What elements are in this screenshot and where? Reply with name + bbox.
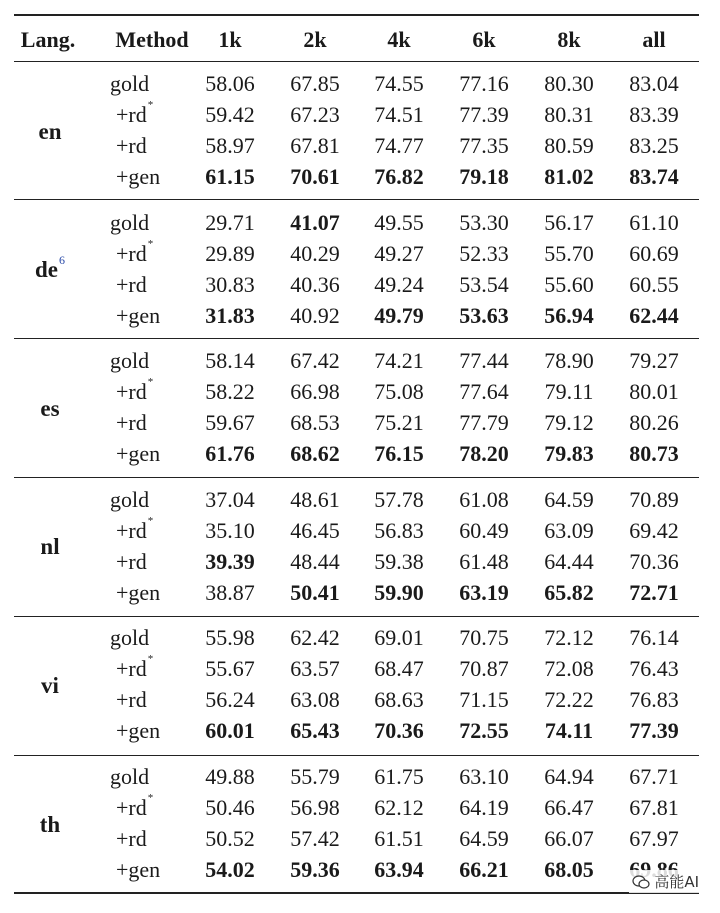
column-header: 2k bbox=[303, 27, 327, 52]
asterisk-marker: * bbox=[147, 376, 154, 389]
method-name: gold bbox=[110, 764, 150, 789]
score-cell: 59.90 bbox=[374, 579, 424, 605]
language-label bbox=[35, 253, 65, 283]
score-cell: 68.47 bbox=[374, 656, 424, 682]
score-cell: 78.90 bbox=[544, 348, 594, 374]
method-name: +rd bbox=[116, 133, 147, 158]
score-cell: 52.33 bbox=[459, 240, 509, 266]
method-name: +gen bbox=[116, 302, 161, 328]
score-cell: 83.25 bbox=[629, 133, 679, 158]
method-name: gold bbox=[110, 348, 150, 374]
score-cell: 68.62 bbox=[290, 441, 340, 467]
score-cell: 64.94 bbox=[544, 764, 594, 789]
group-divider bbox=[14, 755, 699, 756]
score-cell: 61.75 bbox=[374, 764, 424, 789]
score-cell: 64.59 bbox=[459, 826, 509, 851]
score-cell: 76.43 bbox=[629, 656, 679, 682]
group-divider bbox=[14, 199, 699, 200]
score-cell: 53.63 bbox=[459, 302, 509, 328]
method-name: +rd bbox=[116, 795, 147, 820]
score-cell: 55.79 bbox=[290, 764, 340, 789]
group-divider bbox=[14, 477, 699, 478]
score-cell: 76.15 bbox=[374, 441, 424, 467]
score-cell: 49.27 bbox=[374, 240, 424, 266]
watermark bbox=[629, 870, 702, 893]
method-name: +gen bbox=[116, 579, 161, 605]
score-cell: 77.39 bbox=[629, 718, 679, 744]
score-cell: 68.53 bbox=[290, 410, 340, 436]
method-label bbox=[116, 271, 147, 297]
score-cell: 55.67 bbox=[205, 656, 255, 682]
method-name: gold bbox=[110, 625, 150, 651]
method-label bbox=[116, 579, 161, 605]
footnote-marker: 6 bbox=[59, 253, 65, 268]
method-label bbox=[116, 653, 154, 682]
score-cell: 62.44 bbox=[629, 302, 679, 328]
score-cell: 79.18 bbox=[459, 164, 509, 189]
asterisk-marker: * bbox=[147, 653, 154, 666]
score-cell: 49.88 bbox=[205, 764, 255, 789]
score-cell: 61.51 bbox=[374, 826, 424, 851]
score-cell: 80.73 bbox=[629, 441, 679, 467]
method-label bbox=[116, 443, 160, 465]
method-label bbox=[116, 720, 160, 742]
score-cell: 62.12 bbox=[374, 795, 424, 820]
score-cell: 80.26 bbox=[629, 410, 679, 436]
score-cell: 72.22 bbox=[544, 687, 594, 713]
score-cell: 61.48 bbox=[459, 548, 509, 574]
score-cell: 66.98 bbox=[290, 379, 340, 405]
score-cell: 66.07 bbox=[544, 826, 594, 851]
method-label bbox=[116, 859, 160, 881]
method-label bbox=[110, 73, 149, 95]
score-cell: 80.59 bbox=[544, 133, 594, 158]
score-cell: 40.36 bbox=[290, 271, 340, 297]
score-cell: 64.59 bbox=[544, 486, 594, 512]
score-cell: 76.83 bbox=[629, 687, 679, 713]
score-cell: 70.75 bbox=[459, 625, 509, 651]
score-cell: 80.30 bbox=[544, 71, 594, 96]
score-cell: 57.42 bbox=[290, 826, 340, 851]
method-label bbox=[116, 166, 160, 188]
column-header: Method bbox=[115, 27, 189, 52]
score-cell: 59.42 bbox=[205, 102, 255, 127]
score-cell: 56.24 bbox=[205, 687, 255, 713]
score-cell: 72.08 bbox=[544, 656, 594, 682]
method-name: gold bbox=[110, 71, 150, 96]
score-cell: 61.10 bbox=[629, 209, 679, 235]
group-divider bbox=[14, 616, 699, 617]
method-label bbox=[110, 486, 150, 512]
method-name: +gen bbox=[116, 164, 161, 189]
method-label bbox=[110, 209, 150, 235]
score-cell: 79.83 bbox=[544, 441, 594, 467]
score-cell: 50.46 bbox=[205, 795, 255, 820]
score-cell: 56.83 bbox=[374, 517, 424, 543]
score-cell: 79.27 bbox=[629, 348, 679, 374]
score-cell: 50.41 bbox=[290, 579, 340, 605]
score-cell: 67.71 bbox=[629, 764, 679, 789]
score-cell: 67.23 bbox=[290, 102, 340, 127]
score-cell: 29.71 bbox=[205, 209, 255, 235]
score-cell: 64.19 bbox=[459, 795, 509, 820]
score-cell: 60.01 bbox=[205, 718, 255, 744]
method-label bbox=[110, 627, 149, 649]
top-rule bbox=[14, 14, 699, 16]
method-label bbox=[116, 828, 147, 850]
method-name: +rd bbox=[116, 826, 147, 851]
score-cell: 39.39 bbox=[205, 548, 255, 574]
method-label bbox=[116, 548, 147, 574]
score-cell: 58.97 bbox=[205, 133, 255, 158]
score-cell: 63.10 bbox=[459, 764, 509, 789]
score-cell: 61.76 bbox=[205, 441, 255, 467]
score-cell: 65.82 bbox=[544, 579, 594, 605]
score-cell: 83.39 bbox=[629, 102, 679, 127]
score-cell: 31.83 bbox=[205, 302, 255, 328]
language-label bbox=[40, 397, 59, 420]
score-cell: 53.54 bbox=[459, 271, 509, 297]
score-cell: 76.14 bbox=[629, 625, 679, 651]
score-cell: 67.42 bbox=[290, 348, 340, 374]
score-cell: 63.94 bbox=[374, 857, 424, 882]
score-cell: 35.10 bbox=[205, 517, 255, 543]
score-cell: 59.67 bbox=[205, 410, 255, 436]
score-cell: 79.12 bbox=[544, 410, 594, 436]
score-cell: 58.14 bbox=[205, 348, 255, 374]
score-cell: 59.36 bbox=[290, 857, 340, 882]
method-label bbox=[116, 514, 154, 543]
score-cell: 72.55 bbox=[459, 718, 509, 744]
method-label bbox=[110, 766, 149, 788]
score-cell: 63.57 bbox=[290, 656, 340, 682]
score-cell: 70.36 bbox=[374, 718, 424, 744]
score-cell: 38.87 bbox=[205, 579, 255, 605]
language-label bbox=[40, 535, 59, 558]
method-name: +rd bbox=[116, 271, 147, 297]
bottom-rule bbox=[14, 892, 699, 894]
score-cell: 72.12 bbox=[544, 625, 594, 651]
score-cell: 41.07 bbox=[290, 209, 340, 235]
score-cell: 58.22 bbox=[205, 379, 255, 405]
language-code: th bbox=[39, 811, 61, 837]
score-cell: 74.51 bbox=[374, 102, 424, 127]
score-cell: 29.89 bbox=[205, 240, 255, 266]
score-cell: 70.87 bbox=[459, 656, 509, 682]
score-cell: 60.49 bbox=[459, 517, 509, 543]
score-cell: 62.42 bbox=[290, 625, 340, 651]
language-code: de bbox=[35, 257, 58, 283]
score-cell: 69.42 bbox=[629, 517, 679, 543]
score-cell: 80.31 bbox=[544, 102, 594, 127]
score-cell: 69.01 bbox=[374, 625, 424, 651]
score-cell: 53.30 bbox=[459, 209, 509, 235]
score-cell: 49.55 bbox=[374, 209, 424, 235]
language-code: vi bbox=[41, 672, 59, 698]
score-cell: 67.85 bbox=[290, 71, 340, 96]
language-code: en bbox=[38, 118, 62, 144]
score-cell: 63.09 bbox=[544, 517, 594, 543]
score-cell: 75.21 bbox=[374, 410, 424, 436]
score-cell: 68.05 bbox=[544, 857, 594, 882]
method-name: gold bbox=[110, 209, 150, 235]
method-label bbox=[116, 412, 147, 434]
method-label bbox=[116, 689, 147, 711]
language-label bbox=[41, 674, 59, 697]
score-cell: 59.38 bbox=[374, 548, 424, 574]
method-label bbox=[116, 135, 147, 157]
language-label bbox=[39, 120, 62, 143]
score-cell: 68.63 bbox=[374, 687, 424, 713]
language-code: nl bbox=[40, 534, 60, 560]
column-header: all bbox=[642, 27, 666, 52]
group-divider bbox=[14, 338, 699, 339]
asterisk-marker: * bbox=[147, 514, 154, 527]
method-name: +rd bbox=[116, 240, 147, 266]
score-cell: 79.11 bbox=[544, 379, 594, 405]
score-cell: 77.79 bbox=[459, 410, 509, 436]
score-cell: 55.98 bbox=[205, 625, 255, 651]
score-cell: 74.55 bbox=[374, 71, 424, 96]
score-cell: 37.04 bbox=[205, 486, 255, 512]
score-cell: 64.44 bbox=[544, 548, 594, 574]
score-cell: 80.01 bbox=[629, 379, 679, 405]
score-cell: 63.19 bbox=[459, 579, 509, 605]
score-cell: 75.08 bbox=[374, 379, 424, 405]
asterisk-marker: * bbox=[147, 237, 154, 250]
score-cell: 81.02 bbox=[544, 164, 594, 189]
score-cell: 60.69 bbox=[629, 240, 679, 266]
score-cell: 49.24 bbox=[374, 271, 424, 297]
score-cell: 56.17 bbox=[544, 209, 594, 235]
score-cell: 70.61 bbox=[290, 164, 340, 189]
score-cell: 60.55 bbox=[629, 271, 679, 297]
score-cell: 83.74 bbox=[629, 164, 679, 189]
method-name: +rd bbox=[116, 687, 147, 713]
score-cell: 61.15 bbox=[205, 164, 255, 189]
score-cell: 77.39 bbox=[459, 102, 509, 127]
score-cell: 30.83 bbox=[205, 271, 255, 297]
score-cell: 48.61 bbox=[290, 486, 340, 512]
method-name: +rd bbox=[116, 410, 147, 436]
column-header: 1k bbox=[218, 27, 242, 52]
score-cell: 70.89 bbox=[629, 486, 679, 512]
method-label bbox=[110, 350, 149, 372]
score-cell: 70.36 bbox=[629, 548, 679, 574]
column-header: Lang. bbox=[20, 27, 76, 52]
score-cell: 71.15 bbox=[459, 687, 509, 713]
score-cell: 40.29 bbox=[290, 240, 340, 266]
language-label bbox=[40, 813, 60, 836]
score-cell: 67.81 bbox=[290, 133, 340, 158]
score-cell: 58.06 bbox=[205, 71, 255, 96]
score-cell: 67.81 bbox=[629, 795, 679, 820]
method-label bbox=[116, 237, 154, 266]
score-cell: 72.71 bbox=[629, 579, 679, 605]
score-cell: 83.04 bbox=[629, 71, 679, 96]
score-cell: 77.64 bbox=[459, 379, 509, 405]
score-cell: 74.11 bbox=[544, 718, 594, 744]
score-cell: 76.82 bbox=[374, 164, 424, 189]
score-cell: 74.77 bbox=[374, 133, 424, 158]
method-name: +rd bbox=[116, 656, 147, 682]
score-cell: 40.92 bbox=[290, 302, 340, 328]
score-cell: 50.52 bbox=[205, 826, 255, 851]
score-cell: 55.70 bbox=[544, 240, 594, 266]
method-label bbox=[116, 302, 161, 328]
method-name: +gen bbox=[116, 857, 161, 882]
score-cell: 48.44 bbox=[290, 548, 340, 574]
score-cell: 55.60 bbox=[544, 271, 594, 297]
score-cell: 77.44 bbox=[459, 348, 509, 374]
method-name: +rd bbox=[116, 517, 147, 543]
group-divider bbox=[14, 61, 699, 62]
score-cell: 77.35 bbox=[459, 133, 509, 158]
score-cell: 57.78 bbox=[374, 486, 424, 512]
wechat-icon bbox=[632, 875, 650, 889]
watermark-text: 高能AI bbox=[654, 873, 699, 891]
method-name: gold bbox=[110, 486, 150, 512]
score-cell: 61.08 bbox=[459, 486, 509, 512]
method-label bbox=[116, 376, 154, 405]
score-cell: 77.16 bbox=[459, 71, 509, 96]
score-cell: 66.47 bbox=[544, 795, 594, 820]
column-header: 4k bbox=[387, 27, 411, 52]
score-cell: 63.08 bbox=[290, 687, 340, 713]
score-cell: 74.21 bbox=[374, 348, 424, 374]
score-cell: 66.21 bbox=[459, 857, 509, 882]
score-cell: 56.98 bbox=[290, 795, 340, 820]
method-name: +rd bbox=[116, 102, 147, 127]
method-name: +gen bbox=[116, 718, 161, 744]
asterisk-marker: * bbox=[147, 792, 154, 804]
score-cell: 54.02 bbox=[205, 857, 255, 882]
score-cell: 67.97 bbox=[629, 826, 679, 851]
asterisk-marker: * bbox=[147, 99, 154, 111]
score-cell: 65.43 bbox=[290, 718, 340, 744]
score-cell: 46.45 bbox=[290, 517, 340, 543]
method-name: +gen bbox=[116, 441, 161, 467]
score-cell: 49.79 bbox=[374, 302, 424, 328]
method-name: +rd bbox=[116, 548, 147, 574]
score-cell: 56.94 bbox=[544, 302, 594, 328]
column-header: 8k bbox=[557, 27, 581, 52]
method-label bbox=[116, 99, 154, 127]
method-name: +rd bbox=[116, 379, 147, 405]
score-cell: 78.20 bbox=[459, 441, 509, 467]
method-label bbox=[116, 792, 154, 820]
column-header: 6k bbox=[472, 27, 496, 52]
language-code: es bbox=[40, 395, 60, 421]
